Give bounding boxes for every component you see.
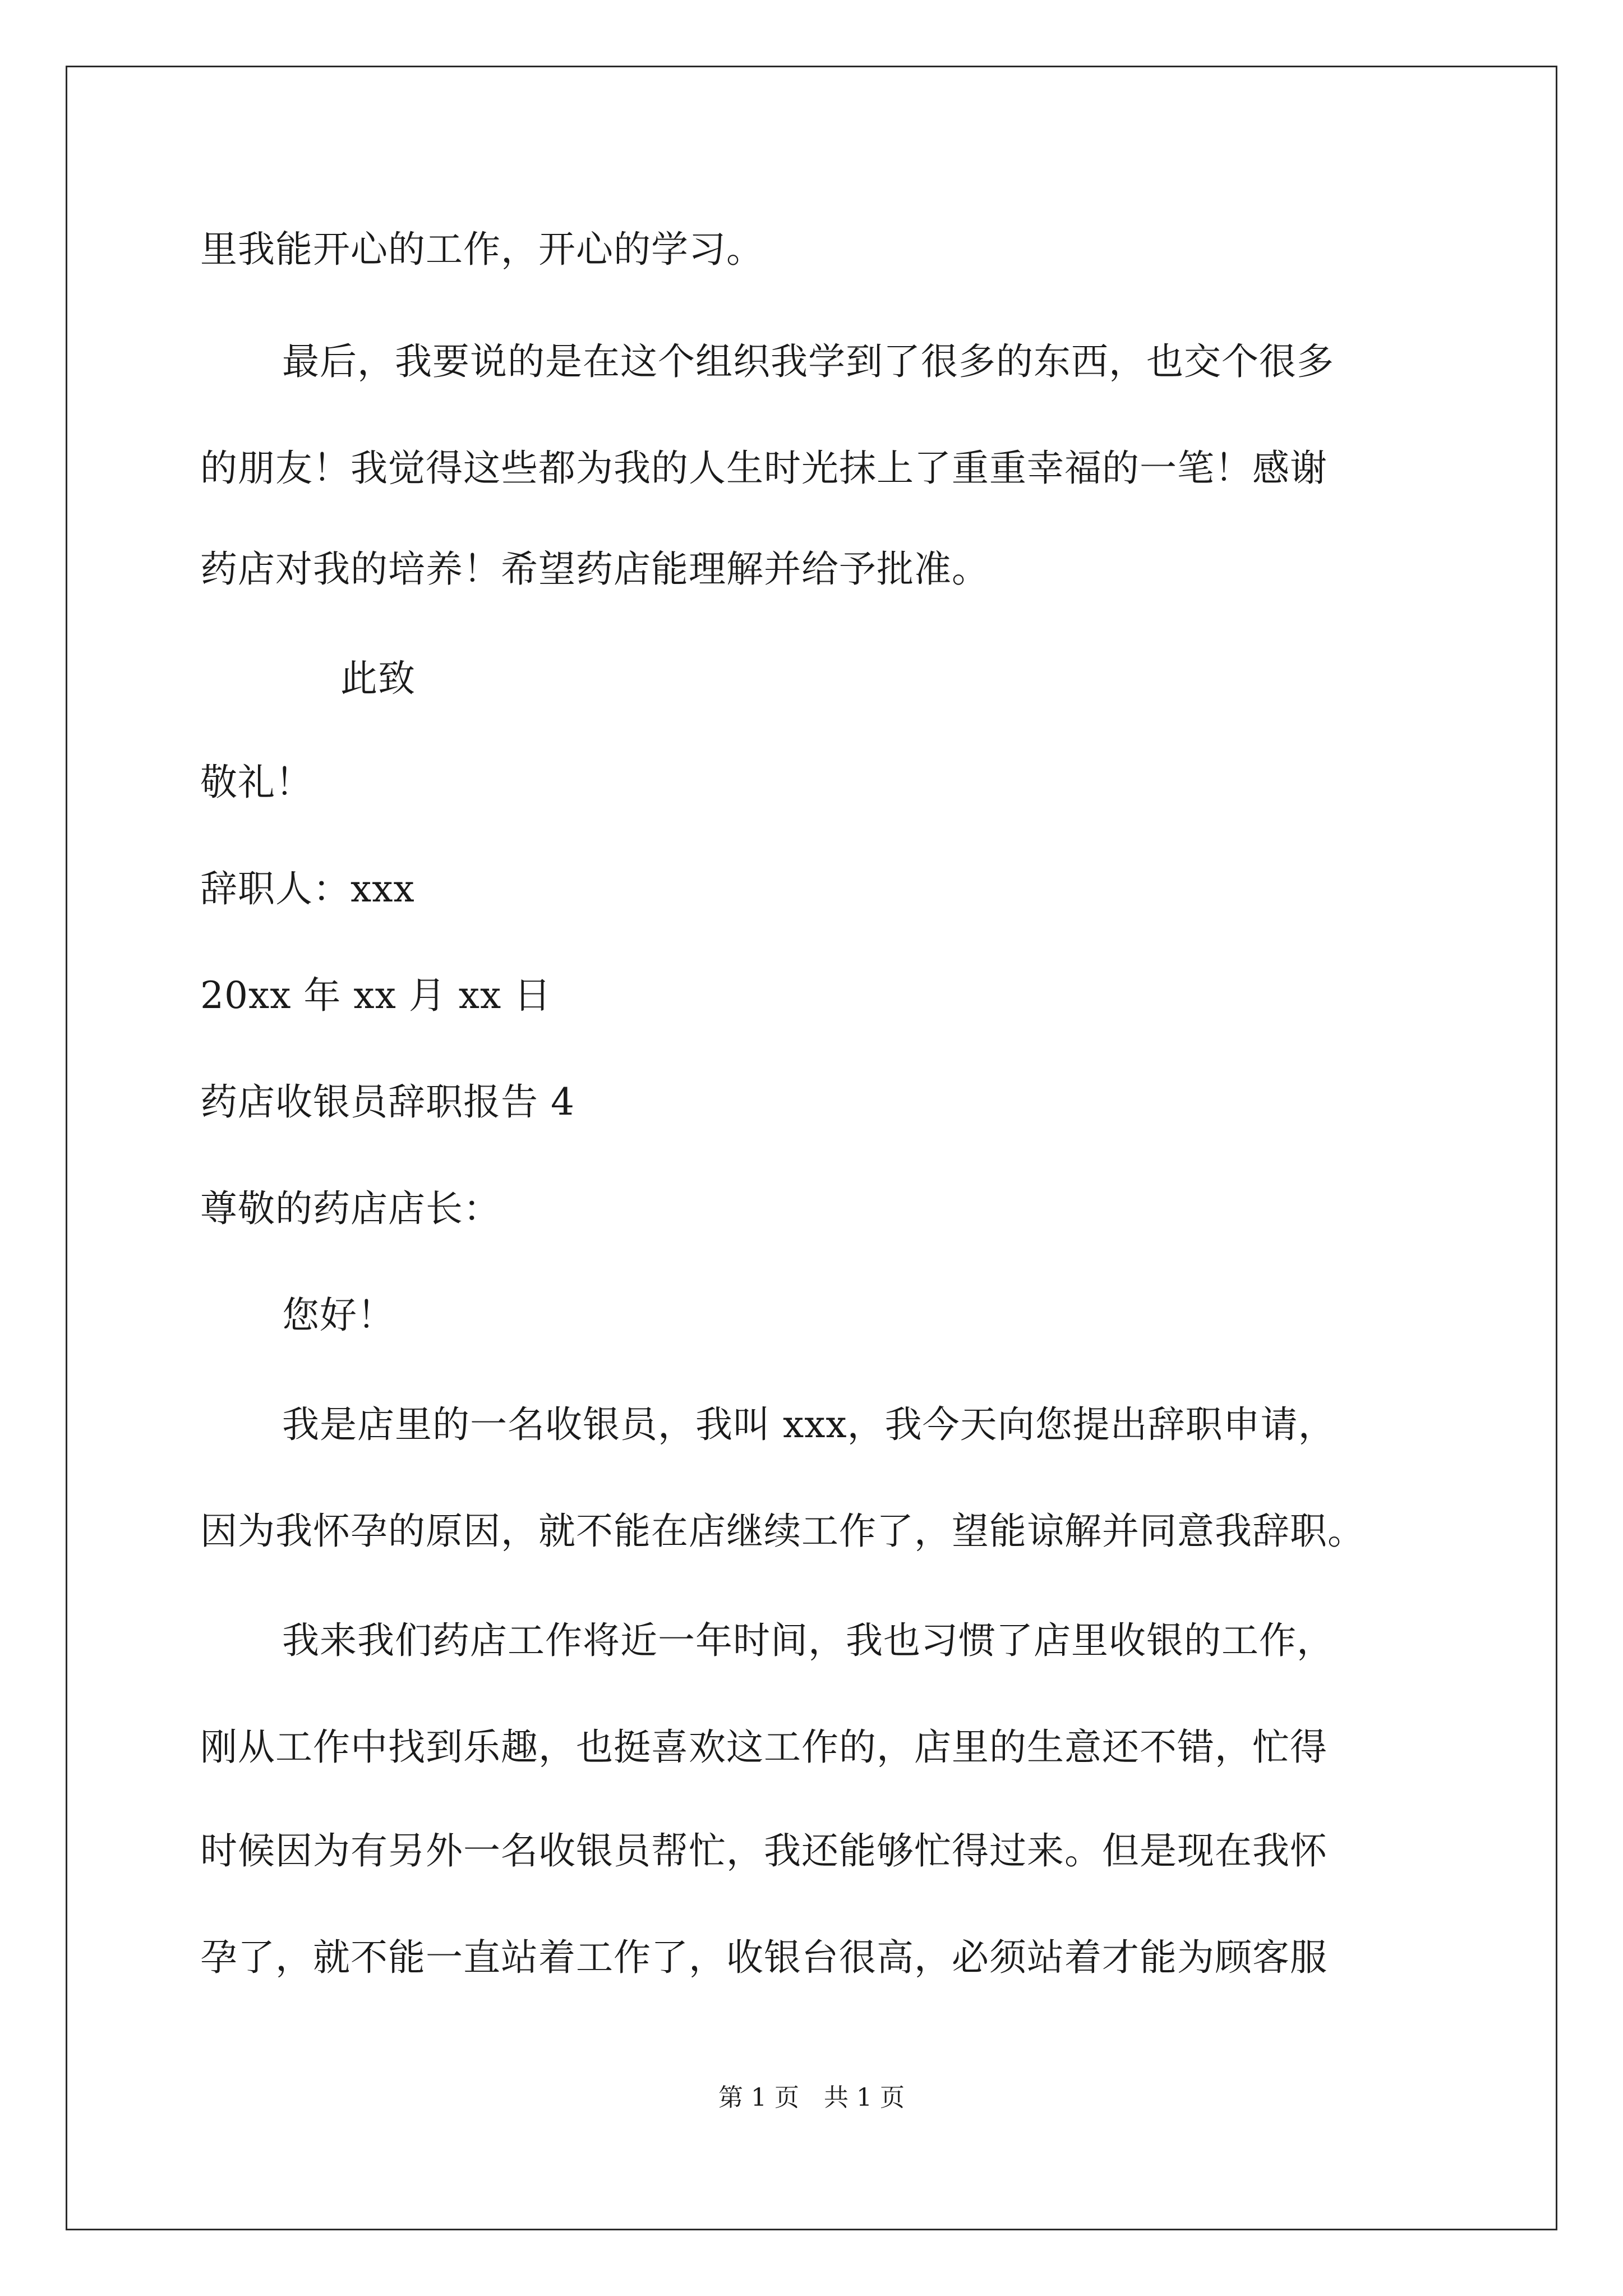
text-line: 我来我们药店工作将近一年时间，我也习惯了店里收银的工作， (282, 1619, 1334, 1662)
text-line: 时候因为有另外一名收银员帮忙，我还能够忙得过来。但是现在我怀 (200, 1829, 1327, 1872)
signature-line: 辞职人：xxx (200, 867, 415, 910)
page-footer: 第 1 页 共 1 页 (718, 2083, 905, 2112)
text-line: 我是店里的一名收银员，我叫 xxx，我今天向您提出辞职申请， (282, 1403, 1336, 1446)
section-title: 药店收银员辞职报告 4 (200, 1080, 575, 1124)
text-line: 里我能开心的工作，开心的学习。 (200, 228, 764, 271)
text-line: 最后，我要说的是在这个组织我学到了很多的东西，也交个很多 (282, 340, 1334, 383)
text-line: 孕了，就不能一直站着工作了，收银台很高，必须站着才能为顾客服 (200, 1936, 1327, 1979)
text-line: 刚从工作中找到乐趣，也挺喜欢这工作的，店里的生意还不错，忙得 (200, 1726, 1327, 1769)
date-line: 20xx 年 xx 月 xx 日 (200, 974, 552, 1017)
greeting: 您好！ (282, 1294, 395, 1337)
regards-line: 敬礼！ (200, 761, 313, 804)
salutation-closing: 此致 (340, 657, 416, 700)
greeting-recipient: 尊敬的药店店长： (200, 1187, 501, 1230)
text-line: 药店对我的培养！希望药店能理解并给予批准。 (200, 547, 989, 591)
page-border (66, 66, 1557, 2230)
text-line: 的朋友！我觉得这些都为我的人生时光抹上了重重幸福的一笔！感谢 (200, 447, 1327, 490)
text-line: 因为我怀孕的原因，就不能在店继续工作了，望能谅解并同意我辞职。 (200, 1510, 1365, 1553)
